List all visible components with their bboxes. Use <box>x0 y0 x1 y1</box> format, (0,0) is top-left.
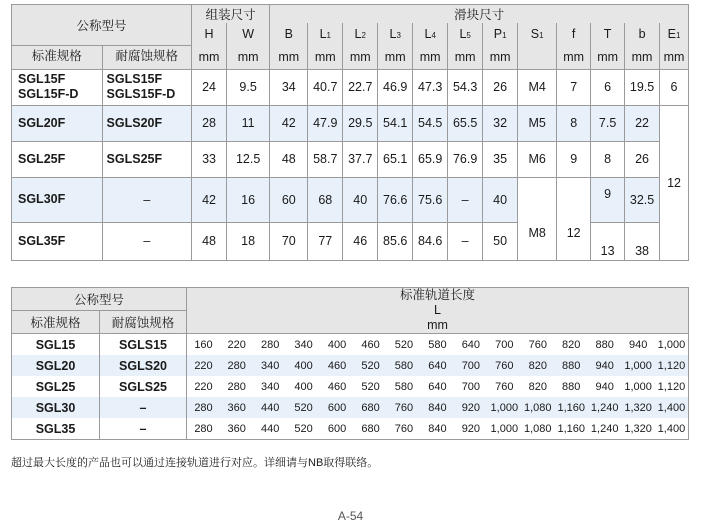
rail-length-title: 标准轨道长度 <box>400 288 476 302</box>
length-cell: 400 <box>294 380 313 393</box>
length-cell: 340 <box>287 334 320 356</box>
length-cell: 880 <box>562 380 581 393</box>
dim-symbol: T <box>603 27 612 41</box>
value-cell: 37.7 <box>343 141 378 177</box>
length-cell: 1,080 <box>521 418 554 440</box>
corrosion-model-cell: – <box>100 418 187 440</box>
value-cell: 11 <box>227 105 270 141</box>
dim-header-cell <box>192 23 227 45</box>
value-cell: M5 <box>518 105 557 141</box>
value-cell: 60 <box>270 177 308 222</box>
page-number: A-54 <box>337 509 364 523</box>
f-merged-cell: 12 <box>557 177 591 260</box>
length-cell: 520 <box>287 397 320 418</box>
dim-symbol: P <box>493 27 503 41</box>
unit-cell: mm <box>192 45 227 69</box>
value-cell: 19.5 <box>625 69 660 105</box>
length-cell: 280 <box>187 397 220 418</box>
length-cell: 440 <box>253 418 286 440</box>
length-cell: 460 <box>354 334 387 356</box>
length-cell: 1,000 <box>624 380 652 393</box>
standard-spec-header: 标准规格 <box>12 311 100 334</box>
corrosion-spec-header: 耐腐蚀规格 <box>100 311 187 334</box>
length-cell: 360 <box>220 418 253 440</box>
value-cell: 7 <box>557 69 591 105</box>
corrosion-spec-header: 耐腐蚀规格 <box>102 45 192 69</box>
standard-model-cell: SGL30F <box>12 177 103 222</box>
standard-model-cell: SGL25F <box>12 141 103 177</box>
length-cell: 580 <box>387 355 420 376</box>
length-cell: 680 <box>354 397 387 418</box>
value-cell: 7.5 <box>591 105 625 141</box>
value-cell: 42 <box>270 105 308 141</box>
length-cell: 760 <box>488 355 521 376</box>
value-cell: 32 <box>483 105 518 141</box>
corrosion-model-cell: – <box>100 397 187 418</box>
value-cell: 48 <box>192 222 227 260</box>
length-cell: 160 <box>187 334 220 356</box>
dim-symbol: b <box>638 27 646 41</box>
length-cell: 700 <box>461 380 481 393</box>
value-cell: M6 <box>518 141 557 177</box>
value-cell: 48 <box>270 141 308 177</box>
value-cell: 16 <box>227 177 270 222</box>
length-cell: 340 <box>260 380 280 393</box>
dim-symbol: L <box>354 27 362 41</box>
dim-header-cell <box>378 23 413 45</box>
value-cell: 28 <box>192 105 227 141</box>
dim-symbol: H <box>204 27 214 41</box>
dim-header-cell <box>625 23 660 45</box>
length-cell: 700 <box>454 355 487 376</box>
length-cell: 280 <box>187 418 220 440</box>
standard-spec-header: 标准规格 <box>12 45 103 69</box>
length-cell: 440 <box>253 397 286 418</box>
value-cell: 50 <box>483 222 518 260</box>
rail-length-header <box>187 288 689 334</box>
value-cell: 54.1 <box>378 105 413 141</box>
table-row <box>12 141 689 177</box>
table-row <box>12 376 689 397</box>
length-cell: 220 <box>194 380 213 393</box>
length-cell: 940 <box>588 355 621 376</box>
value-cell: 65.9 <box>413 141 448 177</box>
value-cell: 70 <box>270 222 308 260</box>
value-cell: 13 <box>591 222 625 260</box>
dim-symbol: S <box>530 27 540 41</box>
dim-symbol: L <box>319 27 327 41</box>
value-cell: 6 <box>591 69 625 105</box>
unit-cell: mm <box>308 45 343 69</box>
value-cell: 76.6 <box>378 177 413 222</box>
length-cell: 220 <box>187 355 220 376</box>
length-cell: 880 <box>555 355 588 376</box>
length-cell: 640 <box>428 380 447 393</box>
unit-cell: mm <box>343 45 378 69</box>
rail-length-symbol: L <box>434 303 441 317</box>
assembly-dims-header: 组装尺寸 <box>192 5 270 24</box>
length-cell: 280 <box>227 380 246 393</box>
table-row <box>12 355 689 376</box>
length-cell: 1,320 <box>621 397 654 418</box>
dim-subscript: 1 <box>326 31 331 40</box>
unit-cell: mm <box>483 45 518 69</box>
value-cell: 46.9 <box>378 69 413 105</box>
value-cell: 18 <box>227 222 270 260</box>
value-cell: 54.5 <box>413 105 448 141</box>
value-cell: 35 <box>483 141 518 177</box>
value-cell: 38 <box>625 222 660 260</box>
dim-header-cell <box>591 23 625 45</box>
length-cell: 1,240 <box>588 397 621 418</box>
dim-symbol: E <box>667 27 676 41</box>
corrosion-model-cell: SGLS25F <box>102 141 192 177</box>
value-cell: 47.3 <box>413 69 448 105</box>
length-cell: 1,080 <box>521 397 554 418</box>
value-cell: 58.7 <box>308 141 343 177</box>
corrosion-model-cell: SGLS15 <box>100 334 187 356</box>
length-cell: 1,400 <box>655 397 689 418</box>
length-cell: 400 <box>287 355 320 376</box>
length-cell: 280 <box>220 355 253 376</box>
dim-subscript: 1 <box>675 31 681 40</box>
length-cell: 820 <box>555 334 588 356</box>
length-cell: 1,160 <box>555 418 588 440</box>
value-cell: 54.3 <box>448 69 483 105</box>
dim-subscript: 5 <box>466 31 471 40</box>
dim-header-cell <box>557 23 591 45</box>
length-cell: 880 <box>588 334 621 356</box>
standard-model-cell: SGL35F <box>12 222 103 260</box>
length-cell: 1,000 <box>488 418 521 440</box>
corrosion-model-cell: SGLS20 <box>100 355 187 376</box>
standard-model-cell: SGL30 <box>12 397 100 418</box>
dim-symbol: B <box>284 27 293 41</box>
value-cell: 40 <box>483 177 518 222</box>
dim-symbol: W <box>242 27 255 41</box>
dim-subscript: 3 <box>396 31 401 40</box>
length-cell: 840 <box>421 418 454 440</box>
value-cell: 22 <box>625 105 660 141</box>
dim-subscript: 4 <box>431 31 436 40</box>
dim-symbol: L <box>389 27 397 41</box>
length-cell: 760 <box>521 334 554 356</box>
unit-cell: mm <box>270 45 308 69</box>
value-cell: 65.5 <box>448 105 483 141</box>
length-cell: 760 <box>495 380 514 393</box>
length-cell: 520 <box>387 334 420 356</box>
e1-cell: 6 <box>660 69 689 105</box>
length-cell: 600 <box>320 418 353 440</box>
length-cell: 600 <box>320 397 353 418</box>
value-cell: 34 <box>270 69 308 105</box>
dim-header-cell <box>413 23 448 45</box>
dim-header-cell <box>308 23 343 45</box>
dim-header-cell <box>227 23 270 45</box>
dim-subscript: 1 <box>539 31 544 40</box>
value-cell: 40.7 <box>308 69 343 105</box>
value-cell: 32.5 <box>625 177 660 222</box>
length-cell: 520 <box>287 418 320 440</box>
unit-cell: mm <box>227 45 270 69</box>
dim-symbol: L <box>459 27 467 41</box>
e1-merged-cell: 12 <box>660 105 689 260</box>
value-cell: 42 <box>192 177 227 222</box>
length-cell: 820 <box>528 380 547 393</box>
value-cell: 26 <box>625 141 660 177</box>
length-cell: 580 <box>394 380 414 393</box>
dim-symbol: f <box>571 27 576 41</box>
length-cell: 760 <box>387 397 420 418</box>
unit-cell: mm <box>591 45 625 69</box>
length-cell: 820 <box>521 355 554 376</box>
value-cell: – <box>448 177 483 222</box>
length-cell: 700 <box>488 334 521 356</box>
dim-header-cell <box>518 23 557 45</box>
length-cell: 580 <box>421 334 454 356</box>
length-cell: 680 <box>354 418 387 440</box>
length-cell: 1,120 <box>655 355 689 376</box>
value-cell: 47.9 <box>308 105 343 141</box>
standard-model-cell: SGL20 <box>12 355 100 376</box>
dim-header-cell <box>483 23 518 45</box>
table-row <box>12 397 689 418</box>
corrosion-model-cell: SGLS20F <box>102 105 192 141</box>
length-cell: 840 <box>421 397 454 418</box>
value-cell: 24 <box>192 69 227 105</box>
value-cell: 40 <box>343 177 378 222</box>
length-cell: 1,320 <box>621 418 654 440</box>
length-cell: 1,120 <box>655 376 689 397</box>
value-cell: 85.6 <box>378 222 413 260</box>
standard-model-cell: SGL15 <box>12 334 100 356</box>
length-cell: 1,400 <box>655 418 689 440</box>
length-cell: 920 <box>454 397 487 418</box>
value-cell: 8 <box>557 105 591 141</box>
corrosion-model-cell: SGLS15F SGLS15F-D <box>102 69 192 105</box>
dim-subscript: 2 <box>361 31 366 40</box>
rail-length-unit: mm <box>427 318 448 332</box>
footnote: 超过最大长度的产品也可以通过连接轨道进行对应。详细请与NB取得联络。 <box>11 457 379 469</box>
dim-symbol: L <box>424 27 432 41</box>
length-cell: 220 <box>220 334 253 356</box>
length-cell: 520 <box>361 380 380 393</box>
corrosion-model-cell: – <box>102 177 192 222</box>
length-cell: 1,240 <box>588 418 621 440</box>
value-cell: 9.5 <box>227 69 270 105</box>
length-cell: 1,000 <box>655 334 689 356</box>
corrosion-model-cell: SGLS25 <box>100 376 187 397</box>
rail-length-table <box>11 287 689 440</box>
value-cell: 26 <box>483 69 518 105</box>
dim-header-cell <box>343 23 378 45</box>
nominal-model-header: 公称型号 <box>12 288 187 311</box>
length-cell: 1,160 <box>555 397 588 418</box>
dim-header-cell <box>448 23 483 45</box>
length-cell: 1,000 <box>488 397 521 418</box>
value-cell: 84.6 <box>413 222 448 260</box>
length-cell: 400 <box>320 334 353 356</box>
value-cell: 75.6 <box>413 177 448 222</box>
value-cell: 77 <box>308 222 343 260</box>
value-cell: 65.1 <box>378 141 413 177</box>
nominal-model-header: 公称型号 <box>12 5 192 46</box>
standard-model-cell: SGL25 <box>12 376 100 397</box>
table-row <box>12 177 689 222</box>
value-cell: 76.9 <box>448 141 483 177</box>
dim-header-cell <box>660 23 689 45</box>
length-cell: 640 <box>421 355 454 376</box>
length-cell: 640 <box>454 334 487 356</box>
standard-model-cell: SGL15F SGL15F-D <box>12 69 103 105</box>
value-cell: M4 <box>518 69 557 105</box>
length-cell: 280 <box>253 334 286 356</box>
value-cell: 29.5 <box>343 105 378 141</box>
value-cell: 9 <box>557 141 591 177</box>
length-cell: 520 <box>354 355 387 376</box>
standard-model-cell: SGL35 <box>12 418 100 440</box>
length-cell: 920 <box>454 418 487 440</box>
length-cell: 940 <box>621 334 654 356</box>
length-cell: 760 <box>387 418 420 440</box>
slider-dims-header: 滑块尺寸 <box>270 5 689 24</box>
length-cell: 340 <box>253 355 286 376</box>
value-cell: 22.7 <box>343 69 378 105</box>
unit-cell: mm <box>557 45 591 69</box>
unit-cell: mm <box>378 45 413 69</box>
value-cell: 12.5 <box>227 141 270 177</box>
unit-cell: mm <box>448 45 483 69</box>
s1-merged-cell: M8 <box>518 177 557 260</box>
length-cell: 1,000 <box>621 355 654 376</box>
standard-model-cell: SGL20F <box>12 105 103 141</box>
table-row <box>12 69 689 105</box>
length-cell: 460 <box>320 355 353 376</box>
value-cell: 46 <box>343 222 378 260</box>
unit-cell: mm <box>625 45 660 69</box>
value-cell: – <box>448 222 483 260</box>
unit-cell: mm <box>413 45 448 69</box>
length-cell: 460 <box>327 380 347 393</box>
table-row <box>12 334 689 356</box>
value-cell: 33 <box>192 141 227 177</box>
table-row <box>12 105 689 141</box>
table-row <box>12 418 689 440</box>
value-cell: 9 <box>591 177 625 222</box>
value-cell: 8 <box>591 141 625 177</box>
slider-dimensions-table <box>11 4 689 261</box>
unit-cell <box>518 45 557 69</box>
unit-cell: mm <box>660 45 689 69</box>
length-cell: 940 <box>595 380 614 393</box>
length-cell: 360 <box>220 397 253 418</box>
dim-subscript: 1 <box>502 31 507 40</box>
dim-header-cell <box>270 23 308 45</box>
corrosion-model-cell: – <box>102 222 192 260</box>
value-cell: 68 <box>308 177 343 222</box>
